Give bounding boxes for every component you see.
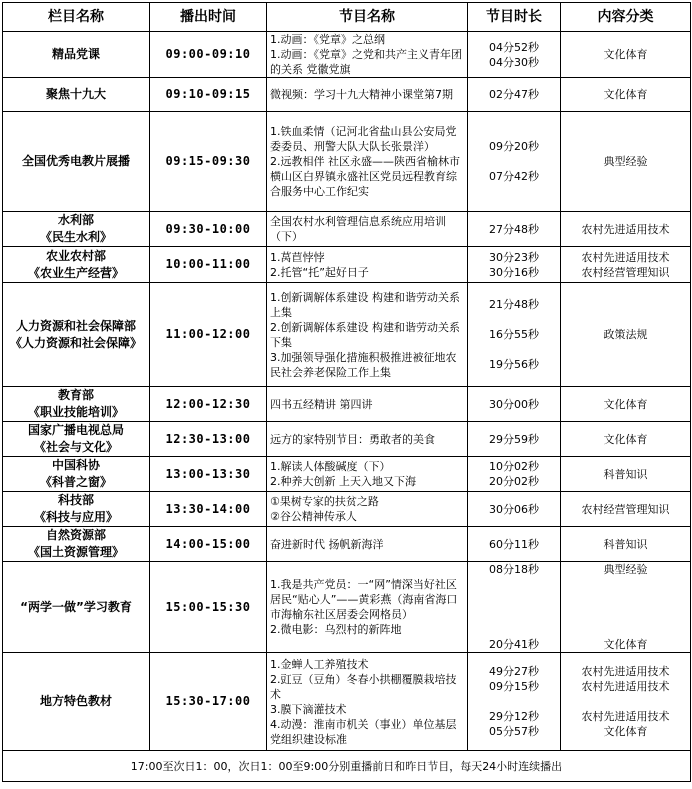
duration-cell-line: 30分16秒: [489, 265, 539, 279]
program-name-cell: [267, 457, 468, 492]
program-name-cell: [267, 78, 468, 112]
table-row: [3, 562, 691, 653]
program-name-cell-line: 1.动画：《党章》之总纲: [270, 33, 385, 46]
duration-cell-line: 30分06秒: [489, 502, 539, 516]
broadcast-time-cell: 11:00-12:00: [150, 283, 267, 387]
column-name-cell-line: “两学一做”学习教育: [20, 599, 132, 614]
duration-cell: [468, 492, 561, 527]
column-name-cell-line: 全国优秀电教片展播: [21, 154, 130, 168]
program-name-cell: [267, 653, 468, 751]
spacer: [564, 592, 687, 607]
category-cell-line: 文化体育: [603, 88, 648, 101]
header-row: [3, 3, 691, 32]
table-row: [3, 283, 691, 387]
program-name-cell: [267, 212, 468, 247]
spacer: [564, 607, 687, 622]
category-cell-line: 文化体育: [603, 432, 648, 446]
header-duration: 节目时长: [468, 3, 561, 32]
broadcast-time-cell: 10:00-11:00: [150, 247, 267, 283]
column-name-cell-line: 水利部: [57, 213, 94, 227]
column-name-cell: [3, 492, 150, 527]
duration-cell: [468, 32, 561, 78]
program-name-cell: [267, 492, 468, 527]
category-cell-line: 农村经营管理知识: [581, 502, 670, 516]
column-name-cell-line: 《国土资源管理》: [27, 545, 124, 559]
category-cell-line: 农村先进适用技术: [581, 710, 670, 723]
category-cell: [561, 387, 691, 422]
column-name-cell-line: 《科普之窗》: [39, 475, 112, 489]
category-cell-line: 典型经验: [603, 563, 648, 576]
category-cell: [561, 212, 691, 247]
column-name-cell: [3, 32, 150, 78]
program-name-cell: [267, 247, 468, 283]
header-category: 内容分类: [561, 3, 691, 32]
category-cell: [561, 492, 691, 527]
duration-cell-line: 30分00秒: [489, 397, 539, 411]
duration-cell-line: 21分48秒: [489, 298, 539, 311]
program-name-cell: [267, 562, 468, 653]
duration-cell: [468, 387, 561, 422]
column-name-cell-line: 精品党课: [51, 47, 100, 61]
broadcast-time-cell: 13:00-13:30: [150, 457, 267, 492]
duration-cell-line: 16分55秒: [489, 328, 539, 341]
header-broadcast-time: 播出时间: [150, 3, 267, 32]
column-name-cell: [3, 112, 150, 212]
column-name-cell-line: 中国科协: [51, 458, 100, 472]
category-cell-line: 农村先进适用技术: [581, 222, 670, 236]
duration-cell: [468, 457, 561, 492]
spacer: [471, 154, 557, 169]
category-cell-line: 文化体育: [603, 48, 648, 61]
table-row: [3, 527, 691, 562]
column-name-cell-line: 《职业技能培训》: [27, 405, 124, 419]
program-name-cell-line: ②谷公精神传承人: [270, 510, 357, 523]
category-cell-line: 农村先进适用技术: [581, 250, 670, 264]
footer-row: [3, 751, 691, 782]
table-row: [3, 247, 691, 283]
column-name-cell: [3, 653, 150, 751]
category-cell-line: 科普知识: [603, 467, 648, 481]
column-name-cell-line: 教育部: [57, 388, 94, 402]
program-name-cell-line: 微视频：学习十九大精神小课堂第7期: [270, 88, 453, 101]
broadcast-time-cell: 09:00-09:10: [150, 32, 267, 78]
program-name-cell-line: 2.托管“托”起好日子: [270, 265, 369, 279]
duration-cell: [468, 527, 561, 562]
spacer: [471, 694, 557, 709]
program-name-cell-line: 远方的家特别节目：勇敢者的美食: [270, 432, 435, 446]
broadcast-time-cell: 09:15-09:30: [150, 112, 267, 212]
broadcast-time-cell: 15:30-17:00: [150, 653, 267, 751]
column-name-cell-line: 《农业生产经营》: [27, 265, 124, 280]
category-cell: [561, 422, 691, 457]
program-name-cell-line: 3.加强领导强化措施积极推进被征地农民社会养老保险工作上集: [270, 350, 457, 379]
category-cell: [561, 112, 691, 212]
broadcast-time-cell: 13:30-14:00: [150, 492, 267, 527]
program-name-cell: [267, 32, 468, 78]
program-name-cell: [267, 422, 468, 457]
program-name-cell: [267, 527, 468, 562]
broadcast-time-cell: 09:30-10:00: [150, 212, 267, 247]
broadcast-time-cell: 12:00-12:30: [150, 387, 267, 422]
category-cell-line: 文化体育: [603, 725, 648, 738]
spacer: [471, 577, 557, 592]
table-row: [3, 32, 691, 78]
category-cell-line: 文化体育: [603, 638, 648, 651]
spacer: [564, 622, 687, 637]
category-cell: [561, 457, 691, 492]
program-name-cell-line: 1.动画：《党章》之党和共产主义青年团的关系 党徽党旗: [270, 48, 462, 76]
broadcast-time-cell: 12:30-13:00: [150, 422, 267, 457]
duration-cell-line: 07分42秒: [489, 170, 539, 183]
category-cell-line: 文化体育: [603, 397, 648, 411]
duration-cell: [468, 422, 561, 457]
category-cell-line: 农村先进适用技术: [581, 665, 670, 678]
broadcast-time-cell: 15:00-15:30: [150, 562, 267, 653]
column-name-cell-line: 地方特色教材: [39, 694, 112, 708]
program-name-cell-line: 3.膜下滴灌技术: [270, 702, 347, 716]
spacer: [564, 694, 687, 709]
program-name-cell-line: 1.铁血柔情（记河北省盐山县公安局党委委员、刑警大队大队长张景洋）: [270, 125, 457, 153]
column-name-cell-line: 自然资源部: [45, 528, 106, 542]
duration-cell-line: 09分15秒: [489, 680, 539, 693]
category-cell: [561, 653, 691, 751]
column-name-cell-line: 农业农村部: [45, 248, 106, 263]
column-name-cell-line: 《人力资源和社会保障》: [9, 335, 142, 350]
spacer: [471, 312, 557, 327]
rebroadcast-note: 17:00至次日1：00，次日1：00至9:00分别重播前日和昨日节目，每天24小时连续播出: [3, 751, 691, 782]
column-name-cell: [3, 212, 150, 247]
category-cell: [561, 527, 691, 562]
header-program-name: 节目名称: [267, 3, 468, 32]
program-name-cell: [267, 283, 468, 387]
duration-cell-line: 27分48秒: [489, 222, 539, 236]
schedule-body: [3, 32, 691, 751]
schedule-table: [2, 2, 691, 782]
duration-cell: [468, 112, 561, 212]
category-cell: [561, 247, 691, 283]
duration-cell: [468, 78, 561, 112]
duration-cell-line: 60分11秒: [489, 537, 539, 551]
column-name-cell: [3, 78, 150, 112]
table-row: [3, 492, 691, 527]
duration-cell-line: 19分56秒: [489, 358, 539, 371]
program-name-cell-line: 全国农村水利管理信息系统应用培训（下）: [270, 215, 446, 243]
program-name-cell: [267, 112, 468, 212]
program-name-cell-line: 1.我是共产党员：一“网”情深当好社区居民“贴心人”——黄彩燕（海南省海口市海榆东社区居委会网格员）: [270, 578, 458, 621]
category-cell: [561, 562, 691, 653]
duration-cell-line: 05分57秒: [489, 725, 539, 738]
column-name-cell-line: 《社会与文化》: [33, 440, 118, 454]
column-name-cell: [3, 457, 150, 492]
program-name-cell-line: 1.金蝉人工养殖技术: [270, 657, 369, 671]
spacer: [471, 622, 557, 637]
program-name-cell-line: 2.种养大创新 上天入地又下海: [270, 475, 416, 488]
program-name-cell-line: 2.远教相伴 社区永盛——陕西省榆林市横山区白界镇永盛社区党员远程教育综合服务中心工作纪实: [270, 155, 460, 198]
category-cell-line: 科普知识: [603, 537, 648, 551]
column-name-cell: [3, 527, 150, 562]
duration-cell: [468, 653, 561, 751]
program-name-cell-line: 2.豇豆（豆角）冬春小拱棚覆膜栽培技术: [270, 672, 457, 701]
duration-cell-line: 29分59秒: [489, 432, 539, 446]
table-row: [3, 387, 691, 422]
duration-cell-line: 02分47秒: [489, 88, 539, 101]
category-cell-line: 典型经验: [603, 155, 648, 168]
table-row: [3, 422, 691, 457]
column-name-cell-line: 《民生水利》: [39, 230, 112, 244]
column-name-cell: [3, 422, 150, 457]
duration-cell-line: 04分52秒: [489, 40, 539, 54]
table-row: [3, 457, 691, 492]
duration-cell: [468, 562, 561, 653]
column-name-cell: [3, 283, 150, 387]
column-name-cell: [3, 562, 150, 653]
program-name-cell: [267, 387, 468, 422]
program-name-cell-line: 四书五经精讲 第四讲: [270, 397, 373, 411]
category-cell: [561, 78, 691, 112]
column-name-cell-line: 《科技与应用》: [33, 510, 118, 524]
duration-cell-line: 10分02秒: [489, 460, 539, 473]
column-name-cell: [3, 387, 150, 422]
column-name-cell-line: 科技部: [57, 493, 94, 507]
duration-cell-line: 09分20秒: [489, 140, 539, 153]
duration-cell: [468, 247, 561, 283]
program-name-cell-line: 2.微电影：乌烈村的新阵地: [270, 623, 402, 636]
category-cell: [561, 283, 691, 387]
program-name-cell-line: 1.创新调解体系建设 构建和谐劳动关系 上集: [270, 290, 460, 319]
program-name-cell-line: 4.动漫：淮南市机关（事业）单位基层党组织建设标准: [270, 717, 457, 746]
duration-cell: [468, 283, 561, 387]
broadcast-time-cell: 14:00-15:00: [150, 527, 267, 562]
spacer: [471, 342, 557, 357]
duration-cell-line: 08分18秒: [489, 563, 539, 576]
table-row: [3, 212, 691, 247]
category-cell-line: 农村经营管理知识: [581, 265, 670, 279]
program-name-cell-line: 1.莴苣悖悖: [270, 250, 325, 264]
program-name-cell-line: ①果树专家的扶贫之路: [270, 495, 379, 508]
column-name-cell-line: 人力资源和社会保障部: [15, 318, 136, 333]
category-cell: [561, 32, 691, 78]
table-row: [3, 78, 691, 112]
table-row: [3, 112, 691, 212]
table-row: [3, 653, 691, 751]
spacer: [564, 577, 687, 592]
category-cell-line: 政策法规: [603, 328, 648, 341]
category-cell-line: 农村先进适用技术: [581, 680, 670, 693]
column-name-cell: [3, 247, 150, 283]
duration-cell-line: 49分27秒: [489, 665, 539, 678]
duration-cell-line: 30分23秒: [489, 250, 539, 264]
program-name-cell-line: 1.解读人体酸碱度（下）: [270, 460, 391, 473]
column-name-cell-line: 聚焦十九大: [45, 87, 106, 101]
program-name-cell-line: 2.创新调解体系建设 构建和谐劳动关系 下集: [270, 320, 460, 349]
duration-cell-line: 20分41秒: [489, 638, 539, 651]
program-name-cell-line: 奋进新时代 扬帆新海洋: [270, 537, 384, 551]
duration-cell: [468, 212, 561, 247]
spacer: [471, 592, 557, 607]
duration-cell-line: 29分12秒: [489, 710, 539, 723]
duration-cell-line: 20分02秒: [489, 475, 539, 488]
broadcast-time-cell: 09:10-09:15: [150, 78, 267, 112]
spacer: [471, 607, 557, 622]
column-name-cell-line: 国家广播电视总局: [27, 423, 124, 437]
header-column-name: 栏目名称: [3, 3, 150, 32]
duration-cell-line: 04分30秒: [489, 55, 539, 69]
